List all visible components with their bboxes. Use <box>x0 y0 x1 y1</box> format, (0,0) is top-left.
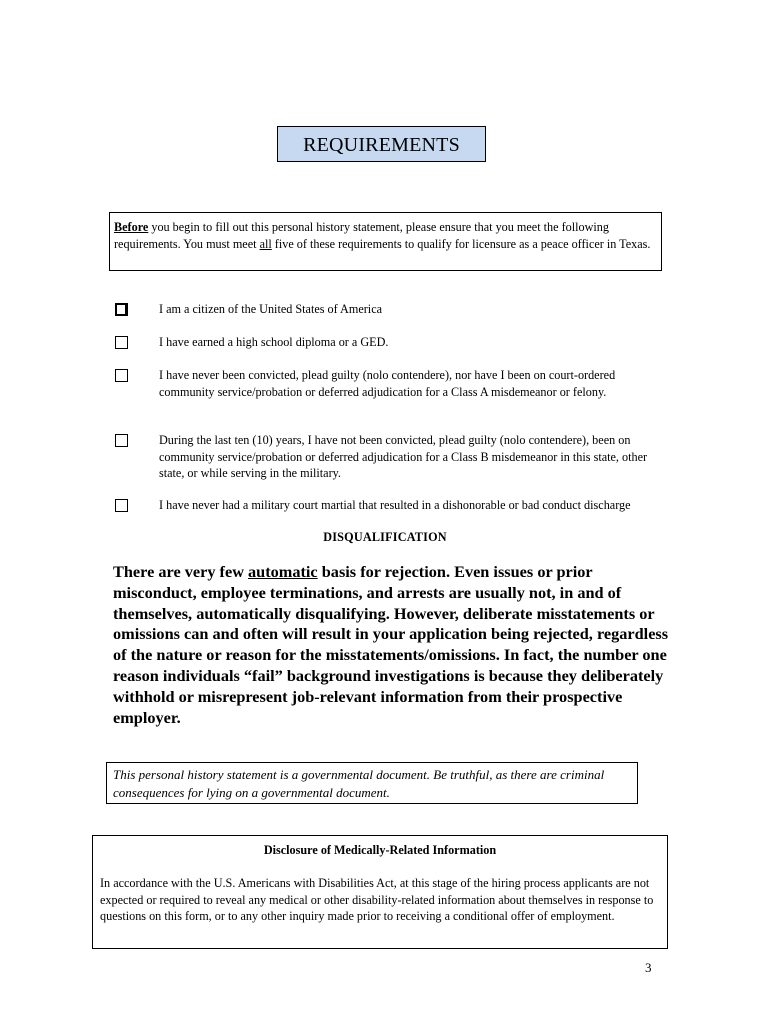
intro-text-1: you begin to fill out this personal history statement, please ensure that you meet the following requirements. You must meet <box>114 220 609 251</box>
checkbox-education[interactable] <box>115 336 128 349</box>
disq-text-2: basis for rejection. Even issues or prior misconduct, employee terminations, and arrests are usually not, in and of themselves, automatically disqualifying. However, deliberate misstatements or omissions can and often will result in your application being rejected, regardless of the nature or reason for the misstatements/omissions. In fact, the number one reason individuals “fail” background investigations is because they deliberately withhold or misrepresent job-relevant information from their prospective employer. <box>113 562 669 727</box>
requirement-text: I have earned a high school diploma or a GED. <box>159 335 389 349</box>
page-number: 3 <box>645 960 652 975</box>
checkbox-class-b[interactable] <box>115 434 128 447</box>
medical-disclosure-body: In accordance with the U.S. Americans with Disabilities Act, at this stage of the hiring process applicants are not expected or required to reveal any medical or other disability-related information about themselves in response to questions on this form, or to any other inquiry made prior to receiving a conditional offer of employment. <box>100 876 654 923</box>
intro-all: all <box>259 236 272 251</box>
intro-before: Before <box>114 220 149 234</box>
disq-automatic: automatic <box>248 562 318 581</box>
checkbox-citizen[interactable] <box>115 303 128 316</box>
medical-disclosure-title: Disclosure of Medically-Related Information <box>263 843 497 857</box>
intro-text-2: five of these requirements to qualify for licensure as a peace officer in Texas. <box>271 236 651 251</box>
requirement-text: I have never had a military court martial that resulted in a dishonorable or bad conduct discharge <box>159 498 631 512</box>
disq-text-1: There are very few <box>113 562 249 581</box>
requirement-text: I am a citizen of the United States of America <box>159 302 383 316</box>
checkbox-class-a[interactable] <box>115 369 128 382</box>
medical-disclosure-box <box>92 835 668 949</box>
disqualification-body <box>113 562 673 728</box>
requirement-text: I have never been convicted, plead guilty (nolo contendere), nor have I been on court-ordered community service/probation or deferred adjudication for a Class A misdemeanor or felony. <box>159 368 616 399</box>
disqualification-title: DISQUALIFICATION <box>323 530 447 544</box>
requirement-text: During the last ten (10) years, I have not been convicted, plead guilty (nolo contendere), been on community service/probation or deferred adjudication for a Class B misdemeanor in this state, other state, or while serving in the military. <box>159 433 648 480</box>
intro-notice <box>109 212 662 271</box>
checkbox-military[interactable] <box>115 499 128 512</box>
requirements-title: REQUIREMENTS <box>277 126 486 162</box>
governmental-document-warning: This personal history statement is a governmental document. Be truthful, as there are criminal consequences for lying on a governmental document. <box>106 762 638 804</box>
